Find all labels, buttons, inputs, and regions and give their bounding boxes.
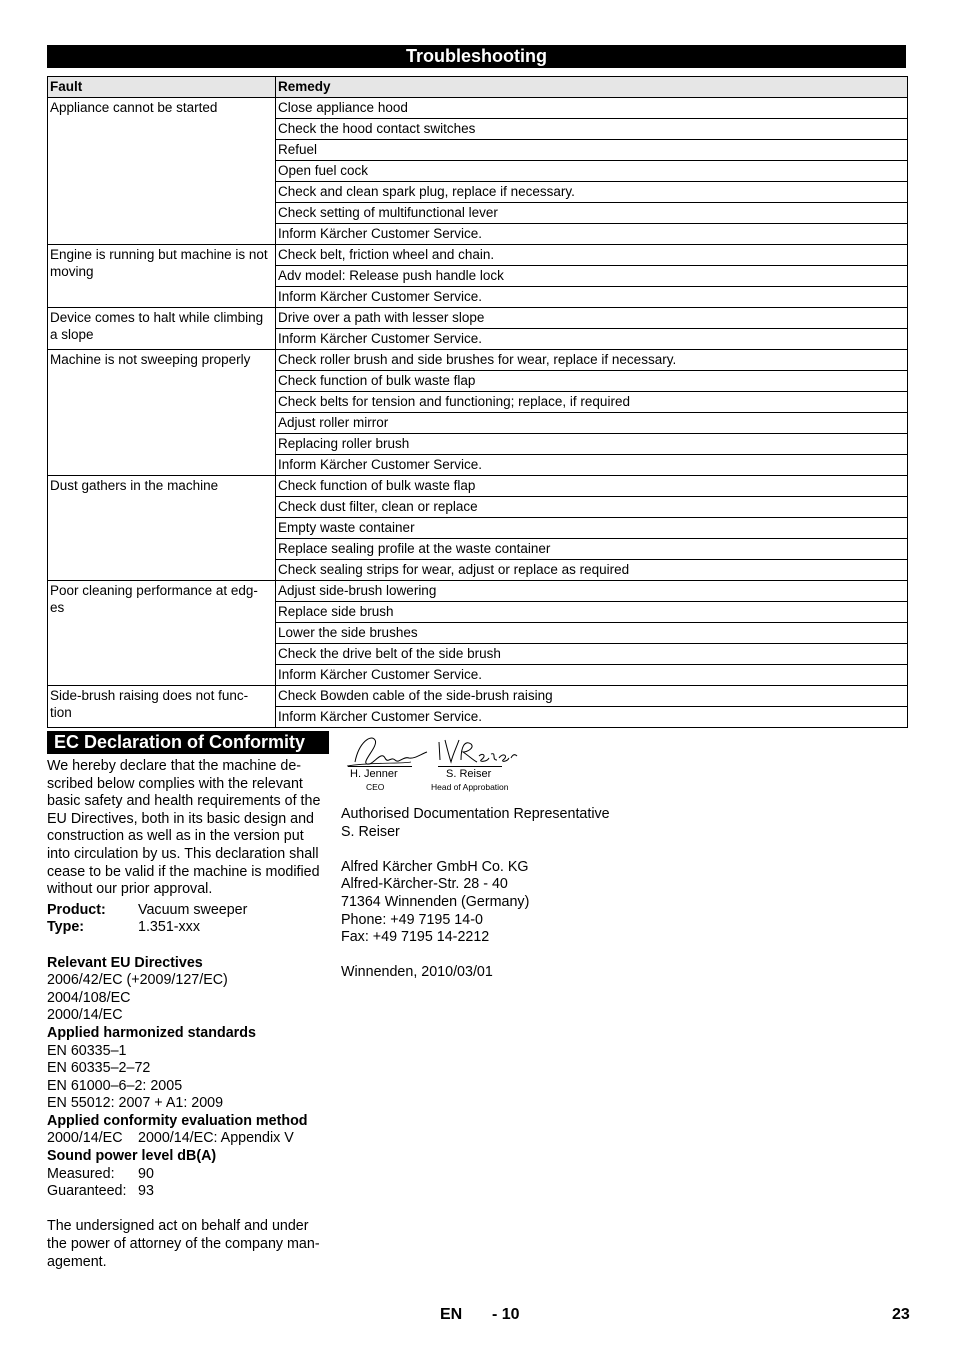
signatory-2-role: Head of Approbation: [431, 782, 509, 792]
table-row: [48, 308, 908, 329]
remedy-cell: Adjust side-brush lowering: [276, 581, 908, 602]
remedy-cell: Check dust filter, clean or replace: [276, 497, 908, 518]
company-street: Alfred-Kärcher-Str. 28 - 40: [341, 876, 508, 893]
method-heading: Applied conformity evaluation method: [47, 1112, 308, 1129]
remedy-cell: Inform Kärcher Customer Service.: [276, 707, 908, 728]
fault-cell: Appliance cannot be started: [48, 98, 276, 245]
table-row: [48, 581, 908, 602]
directive-item: 2006/42/EC (+2009/127/EC): [47, 972, 228, 989]
remedy-cell: Replacing roller brush: [276, 434, 908, 455]
remedy-cell: Close appliance hood: [276, 98, 908, 119]
ec-intro: We hereby declare that the machine de- scribed below complies with the relevant basic safety and health requirements of the EU Directives, both in its basic design and construction as well as in the version put into circulation by us. This declaration shall cease to be valid if the machine is modified without our prior approval.: [47, 758, 321, 898]
rep-title: Authorised Documentation Representative: [341, 806, 610, 822]
remedy-cell: Check and clean spark plug, replace if necessary.: [276, 182, 908, 203]
troubleshooting-body: [48, 98, 908, 728]
remedy-cell: Check Bowden cable of the side-brush raising: [276, 686, 908, 707]
fault-cell: Engine is running but machine is not moving: [48, 245, 276, 308]
fault-cell: Poor cleaning performance at edg- es: [48, 581, 276, 686]
fault-cell: Machine is not sweeping properly: [48, 350, 276, 476]
signatory-1-role: CEO: [366, 782, 385, 792]
ec-closing: The undersigned act on behalf and under the power of attorney of the company man- agement.: [47, 1218, 320, 1270]
representative-block: [341, 806, 701, 982]
directive-item: 2000/14/EC: [47, 1007, 123, 1024]
table-header-row: [48, 77, 908, 98]
fault-cell: Device comes to halt while climbing a slope: [48, 308, 276, 350]
remedy-cell: Refuel: [276, 140, 908, 161]
remedy-cell: Check the drive belt of the side brush: [276, 644, 908, 665]
signature-block: [341, 732, 521, 794]
remedy-cell: Check sealing strips for wear, adjust or replace as required: [276, 560, 908, 581]
guaranteed-row: [47, 1183, 327, 1201]
company-fax: Fax: +49 7195 14-2212: [341, 929, 490, 946]
remedy-cell: Inform Kärcher Customer Service.: [276, 455, 908, 476]
company-city: 71364 Winnenden (Germany): [341, 893, 530, 910]
company-name: Alfred Kärcher GmbH Co. KG: [341, 858, 529, 875]
method-label: 2000/14/EC: [47, 1130, 123, 1147]
remedy-cell: Inform Kärcher Customer Service.: [276, 287, 908, 308]
remedy-cell: Replace side brush: [276, 602, 908, 623]
type-value: 1.351-xxx: [138, 919, 200, 936]
product-row: [47, 902, 327, 920]
standard-item: EN 60335–1: [47, 1042, 127, 1059]
ec-declaration-body: [47, 758, 327, 1271]
footer-language: EN: [440, 1306, 463, 1323]
guaranteed-value: 93: [138, 1183, 154, 1200]
directive-item: 2004/108/EC: [47, 989, 131, 1006]
troubleshooting-table: [47, 76, 908, 728]
rep-name: S. Reiser: [341, 823, 400, 840]
fault-cell: Side-brush raising does not func- tion: [48, 686, 276, 728]
remedy-cell: Open fuel cock: [276, 161, 908, 182]
footer-section: - 10: [492, 1306, 520, 1323]
remedy-cell: Adjust roller mirror: [276, 413, 908, 434]
remedy-cell: Inform Kärcher Customer Service.: [276, 224, 908, 245]
product-value: Vacuum sweeper: [138, 901, 248, 918]
remedy-cell: Check belt, friction wheel and chain.: [276, 245, 908, 266]
remedy-cell: Empty waste container: [276, 518, 908, 539]
guaranteed-label: Guaranteed:: [47, 1183, 127, 1200]
troubleshooting-heading: Troubleshooting: [47, 45, 906, 68]
remedy-cell: Replace sealing profile at the waste container: [276, 539, 908, 560]
product-label: Product:: [47, 901, 106, 918]
standards-heading: Applied harmonized standards: [47, 1024, 256, 1041]
fault-column-header: Fault: [48, 77, 276, 98]
measured-value: 90: [138, 1165, 154, 1182]
method-value: 2000/14/EC: Appendix V: [138, 1130, 294, 1147]
signatory-2-name: S. Reiser: [446, 768, 492, 780]
remedy-column-header: Remedy: [276, 77, 908, 98]
measured-row: [47, 1166, 327, 1184]
place-date: Winnenden, 2010/03/01: [341, 964, 493, 981]
remedy-cell: Inform Kärcher Customer Service.: [276, 665, 908, 686]
standard-item: EN 60335–2–72: [47, 1060, 151, 1077]
type-label: Type:: [47, 919, 85, 936]
table-row: [48, 476, 908, 497]
remedy-cell: Check roller brush and side brushes for wear, replace if necessary.: [276, 350, 908, 371]
sound-heading: Sound power level dB(A): [47, 1148, 217, 1165]
table-row: [48, 245, 908, 266]
remedy-cell: Inform Kärcher Customer Service.: [276, 329, 908, 350]
remedy-cell: Check setting of multifunctional lever: [276, 203, 908, 224]
method-row: [47, 1130, 327, 1148]
footer-page-number: 23: [892, 1306, 910, 1323]
table-row: [48, 686, 908, 707]
table-row: [48, 98, 908, 119]
signatory-1-name: H. Jenner: [350, 768, 398, 780]
standard-item: EN 55012: 2007 + A1: 2009: [47, 1095, 224, 1112]
table-row: [48, 350, 908, 371]
remedy-cell: Drive over a path with lesser slope: [276, 308, 908, 329]
type-row: [47, 919, 327, 937]
standard-item: EN 61000–6–2: 2005: [47, 1077, 183, 1094]
remedy-cell: Adv model: Release push handle lock: [276, 266, 908, 287]
directives-heading: Relevant EU Directives: [47, 954, 203, 971]
remedy-cell: Check belts for tension and functioning; replace, if required: [276, 392, 908, 413]
measured-label: Measured:: [47, 1165, 115, 1182]
fault-cell: Dust gathers in the machine: [48, 476, 276, 581]
remedy-cell: Check the hood contact switches: [276, 119, 908, 140]
company-phone: Phone: +49 7195 14-0: [341, 911, 483, 928]
remedy-cell: Check function of bulk waste flap: [276, 476, 908, 497]
ec-declaration-heading: EC Declaration of Conformity: [47, 731, 329, 754]
remedy-cell: Lower the side brushes: [276, 623, 908, 644]
remedy-cell: Check function of bulk waste flap: [276, 371, 908, 392]
